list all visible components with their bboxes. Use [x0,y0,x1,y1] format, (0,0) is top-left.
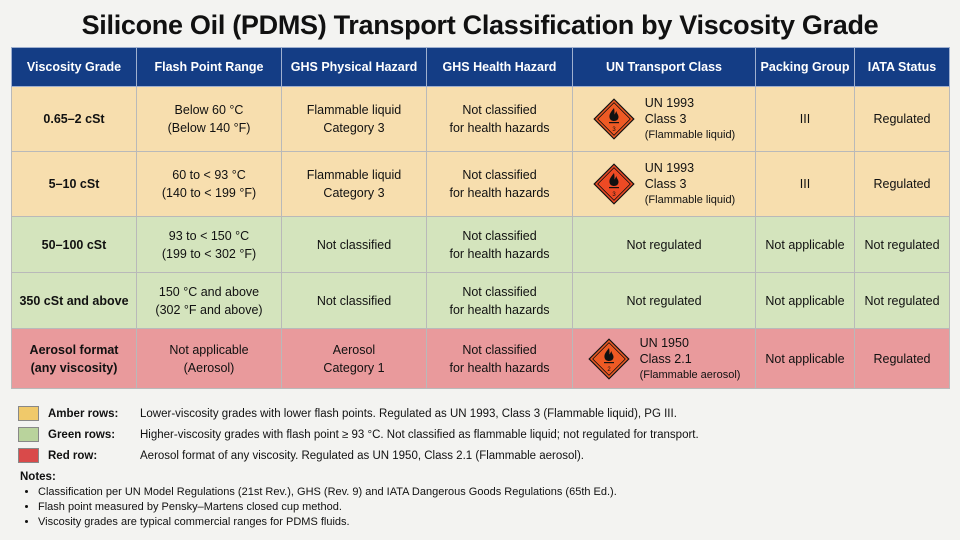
un-class: Class 2.1 [639,351,692,366]
ghs-physical-cell [282,87,427,152]
ghs-health-line2: for health hazards [449,246,550,261]
grade-line1: Aerosol format [29,342,119,357]
flash-point-cell [137,87,282,152]
table-row [12,329,950,389]
diamond-number: 2 [606,366,611,373]
ghs-physical-cell: Not classified [282,217,427,273]
note-item: • Classification per UN Model Regulations (21st Rev.), GHS (Rev. 9) and IATA Dangerous Goods Regulations (65th Ed.). [38,485,617,500]
note-item: • Flash point measured by Pensky–Martens closed cup method. [38,500,617,515]
notes-title: Notes: [20,471,56,483]
un-description: (Flammable aerosol) [639,368,741,381]
un-description: (Flammable liquid) [644,194,736,206]
table-row [12,152,950,217]
ghs-health-cell [427,217,573,273]
diamond-number: 3 [612,192,616,198]
table-row [12,273,950,329]
un-transport-cell [573,152,756,217]
table-row [12,87,950,152]
classification-table-wrapper [11,47,949,389]
ghs-health-line2: for health hazards [449,360,550,375]
iata-status-cell: Not regulated [855,217,950,273]
flame-icon [593,98,635,140]
legend-swatch-green [18,427,39,442]
legend-label: Green rows: [48,428,116,441]
flash-point-fahrenheit: (140 to < 199 °F) [161,186,257,200]
legend-text: Aerosol format of any viscosity. Regulated as UN 1950, Class 2.1 (Flammable aerosol). [140,449,585,462]
ghs-health-cell [427,329,573,389]
viscosity-grade-cell: 350 cSt and above [12,273,137,329]
ghs-physical-cell [282,152,427,217]
flash-point-cell [137,273,282,329]
flash-point-fahrenheit: (302 °F and above) [155,302,263,317]
ghs-physical-category: Category 3 [323,186,385,200]
un-transport-cell: Not regulated [573,273,756,329]
un-class: Class 3 [644,177,687,191]
diamond-number: 3 [612,127,616,133]
legend-text: Higher-viscosity grades with flash point ≥ 93 °C. Not classified as flammable liquid; not regulated for transport. [140,428,699,441]
ghs-health-cell [427,152,573,217]
ghs-physical-hazard: Flammable liquid [306,168,402,182]
flash-point-celsius: 150 °C and above [158,284,260,299]
header-iata-status: IATA Status [855,48,950,87]
ghs-physical-category: Category 1 [323,360,385,375]
table-header-row [12,48,950,87]
ghs-health-cell [427,273,573,329]
packing-group-cell: III [756,87,855,152]
un-transport-cell: Not regulated [573,217,756,273]
flash-point-celsius: 60 to < 93 °C [172,168,246,182]
iata-status-cell: Regulated [855,152,950,217]
header-packing-group: Packing Group [756,48,855,87]
viscosity-grade-cell [12,329,137,389]
flash-point-celsius: 93 to < 150 °C [168,228,250,243]
header-ghs-health: GHS Health Hazard [427,48,573,87]
legend-item-red [18,445,699,466]
legend-item-amber [18,403,699,424]
notes-list [20,485,617,530]
legend [18,403,699,466]
iata-status-cell: Regulated [855,87,950,152]
viscosity-grade-cell: 50–100 cSt [12,217,137,273]
classification-table [11,47,950,389]
un-description: (Flammable liquid) [644,129,736,141]
un-transport-cell [573,87,756,152]
flame-icon [588,338,630,380]
ghs-physical-hazard: Aerosol [332,342,376,357]
flash-point-cell [137,152,282,217]
ghs-health-line2: for health hazards [449,121,550,135]
table-row [12,217,950,273]
iata-status-cell: Regulated [855,329,950,389]
iata-status-cell: Not regulated [855,273,950,329]
packing-group-cell: Not applicable [756,273,855,329]
flash-point-cell [137,217,282,273]
packing-group-cell: Not applicable [756,329,855,389]
viscosity-grade-cell: 5–10 cSt [12,152,137,217]
flash-point-celsius: Below 60 °C [174,103,244,117]
legend-label: Red row: [48,449,98,462]
packing-group-cell: III [756,152,855,217]
legend-label: Amber rows: [48,407,119,420]
page-title: Silicone Oil (PDMS) Transport Classification by Viscosity Grade [81,10,879,40]
un-class: Class 3 [644,112,687,126]
header-viscosity-grade: Viscosity Grade [12,48,137,87]
un-transport-cell [573,329,756,389]
ghs-health-line2: for health hazards [449,302,550,317]
grade-line2: (any viscosity) [30,360,118,375]
ghs-health-line1: Not classified [462,284,537,299]
header-un-class: UN Transport Class [573,48,756,87]
note-item: • Viscosity grades are typical commercial ranges for PDMS fluids. [38,515,617,530]
un-number: UN 1993 [644,161,695,175]
header-ghs-physical: GHS Physical Hazard [282,48,427,87]
ghs-health-line1: Not classified [462,342,537,357]
notes-section [20,470,617,530]
ghs-health-cell [427,87,573,152]
legend-swatch-amber [18,406,39,421]
legend-text: Lower-viscosity grades with lower flash points. Regulated as UN 1993, Class 3 (Flammable liquid), PG III. [140,407,677,420]
ghs-health-line2: for health hazards [449,186,550,200]
flash-point-fahrenheit: (Below 140 °F) [167,121,251,135]
header-flash-point: Flash Point Range [137,48,282,87]
legend-swatch-red [18,448,39,463]
ghs-health-line1: Not classified [462,228,537,243]
packing-group-cell: Not applicable [756,217,855,273]
flash-point-line1: Not applicable [169,342,249,357]
flash-point-cell [137,329,282,389]
un-number: UN 1950 [639,335,689,350]
ghs-physical-cell [282,329,427,389]
viscosity-grade-cell: 0.65–2 cSt [12,87,137,152]
un-number: UN 1993 [644,96,695,110]
flash-point-line2: (Aerosol) [183,360,235,375]
ghs-physical-hazard: Flammable liquid [306,103,402,117]
ghs-physical-cell: Not classified [282,273,427,329]
ghs-health-line1: Not classified [462,103,537,117]
ghs-physical-category: Category 3 [323,121,385,135]
flame-icon [593,163,635,205]
ghs-health-line1: Not classified [462,168,537,182]
flash-point-fahrenheit: (199 to < 302 °F) [161,246,257,261]
legend-item-green [18,424,699,445]
